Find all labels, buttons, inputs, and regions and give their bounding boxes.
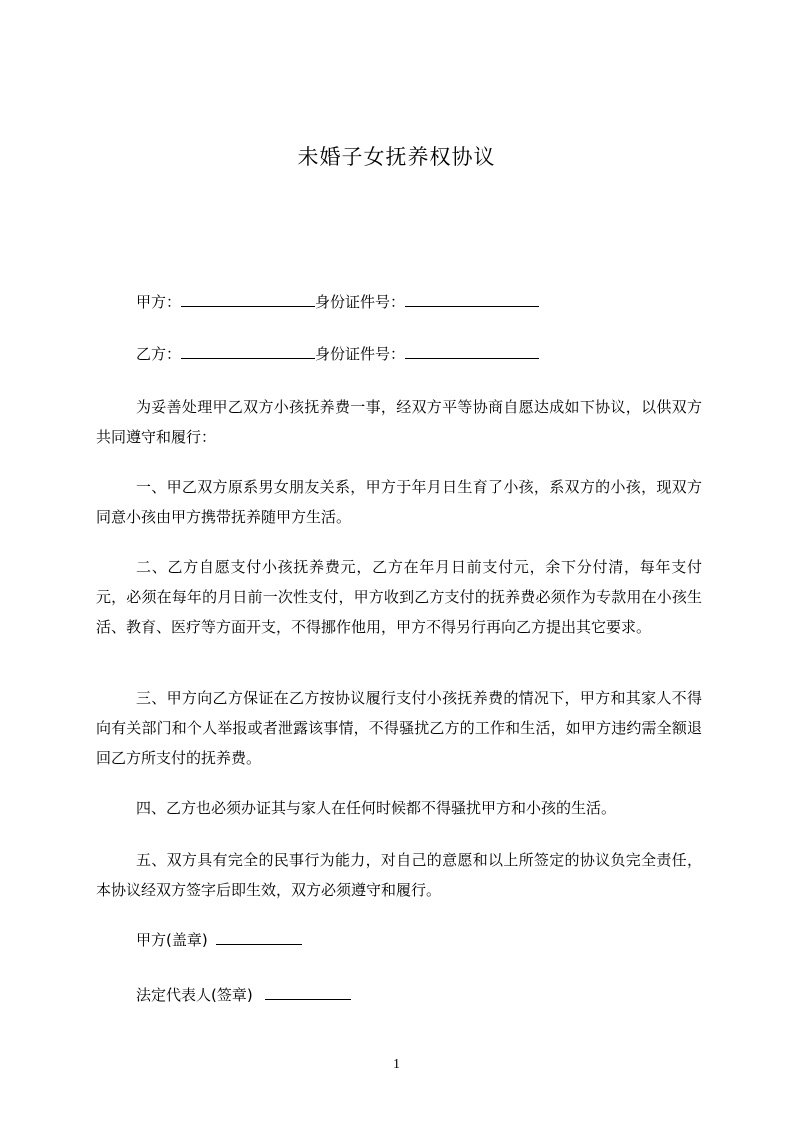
legal-rep-label: 法定代表人(签章) [136, 986, 253, 1004]
document-title: 未婚子女抚养权协议 [297, 145, 496, 169]
party-a-id-blank [405, 292, 539, 307]
page-number: 1 [393, 1057, 400, 1072]
party-a-seal-label: 甲方(盖章) [136, 931, 208, 949]
clause-5: 五、双方具有完全的民事行为能力，对自己的意愿和以上所签定的协议负完全责任，本协议经双方签字后即生效，双方必须遵守和履行。 [96, 851, 702, 899]
legal-rep-blank [265, 985, 351, 1000]
party-a-label: 甲方： [136, 293, 182, 311]
party-b-label: 乙方： [136, 345, 182, 363]
party-a-seal-blank [216, 930, 302, 945]
party-b-line [136, 344, 539, 364]
legal-rep-line [136, 985, 351, 1005]
party-a-id-label: 身份证件号： [315, 293, 406, 311]
clause-1: 一、甲乙双方原系男女朋友关系，甲方于年月日生育了小孩，系双方的小孩，现双方同意小孩由甲方携带抚养随甲方生活。 [96, 478, 702, 526]
clause-2: 二、乙方自愿支付小孩抚养费元，乙方在年月日前支付元，余下分付清，每年支付元，必须在每年的月日前一次性支付，甲方收到乙方支付的抚养费必须作为专款用在小孩生活、教育、医疗等方面开支，不得挪作他用，甲方不得另行再向乙方提出其它要求。 [96, 558, 702, 636]
clause-3: 三、甲方向乙方保证在乙方按协议履行支付小孩抚养费的情况下，甲方和其家人不得向有关部门和个人举报或者泄露该事情，不得骚扰乙方的工作和生活，如甲方违约需全额退回乙方所支付的抚养费。 [96, 689, 702, 767]
party-b-id-label: 身份证件号： [315, 345, 406, 363]
party-b-name-blank [181, 344, 315, 359]
party-b-id-blank [405, 344, 539, 359]
intro-paragraph: 为妥善处理甲乙双方小孩抚养费一事，经双方平等协商自愿达成如下协议，以供双方共同遵守和履行： [96, 398, 702, 446]
party-a-name-blank [181, 292, 315, 307]
party-a-line [136, 292, 539, 312]
clause-4: 四、乙方也必须办证其与家人在任何时候都不得骚扰甲方和小孩的生活。 [136, 799, 617, 817]
party-a-seal-line [136, 930, 302, 950]
